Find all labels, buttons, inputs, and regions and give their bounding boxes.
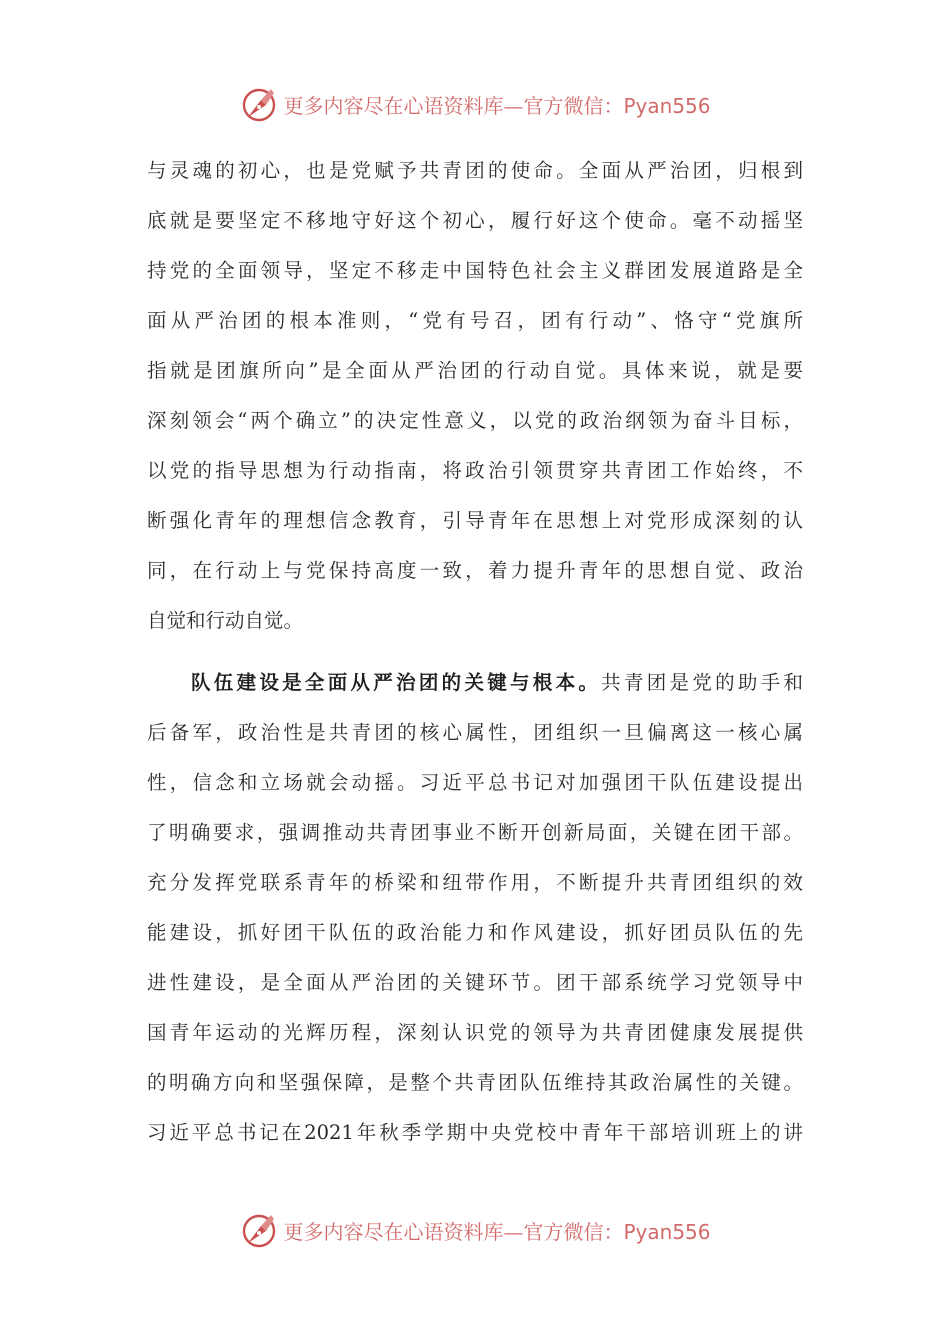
text-line: 充分发挥党联系青年的桥梁和纽带作用，不断提升共青团组织的效	[147, 871, 803, 894]
pen-nib-logo-icon	[239, 1210, 279, 1250]
pen-nib-logo-icon	[239, 84, 279, 124]
header-banner-text	[283, 90, 710, 119]
text-line: 性，信念和立场就会动摇。习近平总书记对加强团干队伍建设提出	[147, 771, 803, 794]
text-line: 底就是要坚定不移地守好这个初心，履行好这个使命。毫不动摇坚	[147, 209, 803, 232]
text-line: 面从严治团的根本准则，“党有号召，团有行动”、恪守“党旗所	[147, 309, 803, 332]
bold-lead-sentence: 队伍建设是全面从严治团的关键与根本。	[191, 671, 602, 694]
document-body	[147, 146, 803, 1158]
text-line: 持党的全面领导，坚定不移走中国特色社会主义群团发展道路是全	[147, 259, 803, 282]
text-line: 国青年运动的光辉历程，深刻认识党的领导为共青团健康发展提供	[147, 1021, 803, 1044]
text-line: 后备军，政治性是共青团的核心属性，团组织一旦偏离这一核心属	[147, 721, 803, 744]
header-banner-handle: Pyan556	[623, 93, 711, 118]
text-line: 同，在行动上与党保持高度一致，着力提升青年的思想自觉、政治	[147, 559, 803, 582]
footer-banner-handle: Pyan556	[623, 1219, 711, 1244]
footer-banner-text	[283, 1216, 710, 1245]
text-line: 了明确要求，强调推动共青团事业不断开创新局面，关键在团干部。	[147, 821, 803, 844]
text-line: 断强化青年的理想信念教育，引导青年在思想上对党形成深刻的认	[147, 509, 803, 532]
text-line: 的明确方向和坚强保障，是整个共青团队伍维持其政治属性的关键。	[147, 1071, 803, 1094]
paragraph-1	[147, 146, 803, 646]
footer-banner	[0, 1208, 950, 1252]
text-line-first	[147, 658, 803, 708]
text-line: 进性建设，是全面从严治团的关键环节。团干部系统学习党领导中	[147, 971, 803, 994]
footer-banner-title: 更多内容尽在心语资料库—官方微信：	[283, 1219, 624, 1244]
text-run: 共青团是党的助手和	[601, 671, 803, 694]
header-banner-title: 更多内容尽在心语资料库—官方微信：	[283, 93, 624, 118]
text-line: 与灵魂的初心，也是党赋予共青团的使命。全面从严治团，归根到	[147, 159, 803, 182]
text-line: 以党的指导思想为行动指南，将政治引领贯穿共青团工作始终，不	[147, 459, 803, 482]
text-line: 能建设，抓好团干队伍的政治能力和作风建设，抓好团员队伍的先	[147, 921, 803, 944]
text-line: 指就是团旗所向”是全面从严治团的行动自觉。具体来说，就是要	[147, 359, 803, 382]
paragraph-2	[147, 658, 803, 1158]
header-banner	[0, 82, 950, 126]
text-line: 习近平总书记在2021年秋季学期中央党校中青年干部培训班上的讲	[147, 1121, 803, 1144]
paragraph-gap	[147, 646, 803, 658]
text-line: 深刻领会“两个确立”的决定性意义，以党的政治纲领为奋斗目标，	[147, 409, 803, 432]
text-line: 自觉和行动自觉。	[147, 609, 304, 632]
